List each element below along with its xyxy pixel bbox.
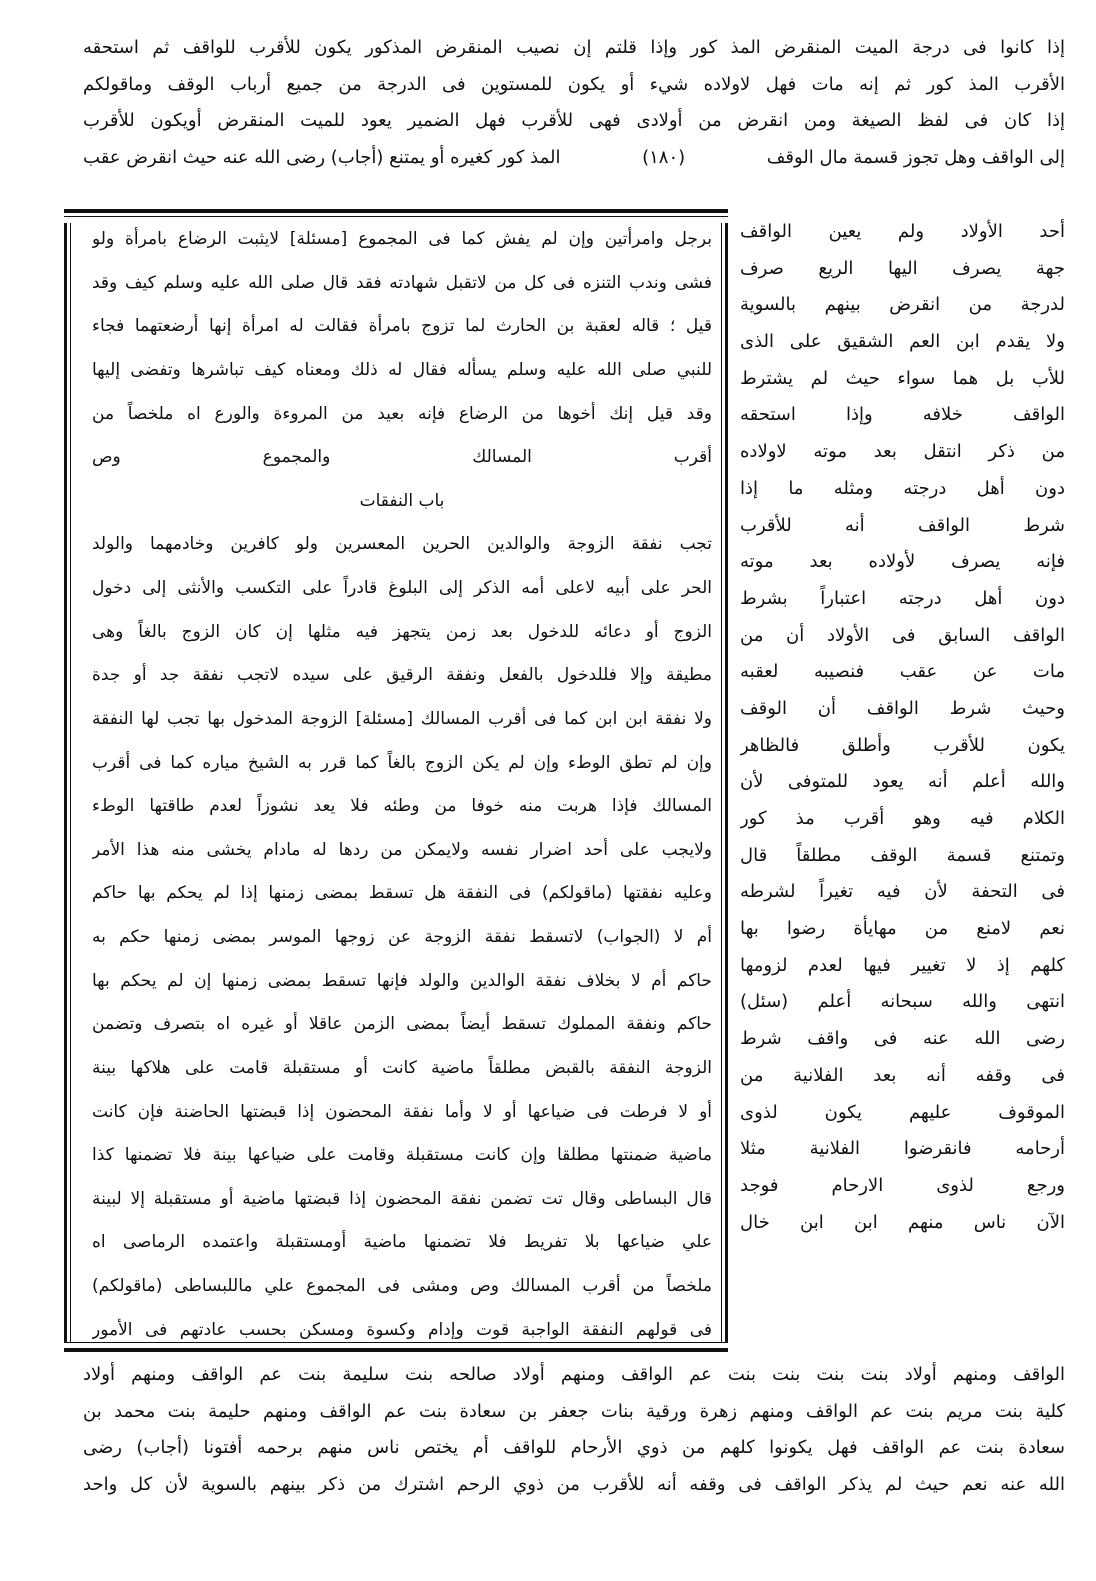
header-text-block [83, 30, 1065, 177]
text-line: مطيقة وإلا فللدخول بالفعل ونفقة الرقيق على سيده لاتجب نفقة جد أو جدة [92, 665, 712, 686]
text-line: أحد الأولاد ولم يعين الواقف [740, 221, 1065, 242]
text-line: فشى وندب التنزه فى كل من لاتقبل شهادته فقد قال صلى الله عليه وسلم كيف وقد [92, 272, 712, 293]
text-line: وإن لم تطق الوطء وإن لم يكن الزوج بالغاً كما قرر به الشيخ مياره كما فى أقرب [92, 752, 712, 773]
text-line: إذا كانوا فى درجة الميت المنقرض المذ كور وإذا قلتم إن نصيب المنقرض المذكور يكون للأقرب للواقف ثم استحقه [83, 37, 1065, 58]
text-line: الأقرب المذ كور ثم إنه مات فهل لاولاده شيء أو يكون للمستوين فى الدرجة من جميع أرباب الوقف وماقولكم [83, 73, 1065, 95]
text-line: إذا كان فى لفظ الصيغة ومن انقرض من أولادى فهى للأقرب فهل الضمير يعود للميت المنقرض أويكون للأقرب [83, 110, 1065, 132]
text-line: نعم لامنع من مهايأة رضوا بها [740, 918, 1065, 940]
text-line: سعادة بنت عم الواقف فهل يكونوا كلهم من ذوي الأرحام للواقف أم يختص ناس منهم برحمه أفتونا (أجاب) رضى [83, 1437, 1065, 1459]
text-line: شرط الواقف أنه للأقرب [740, 514, 1065, 536]
text-line: تجب نفقة الزوجة والوالدين الحرين المعسرين ولو كافرين وخادمهما والولد [92, 534, 712, 555]
text-line: وتمتنع قسمة الوقف مطلقاً قال [740, 844, 1065, 866]
text-line: الله عنه نعم حيث لم يذكر الواقف فى وقفه أنه للأقرب من ذوي الرحم اشترك من ذكر بينهم بالسوية لأن كل واحد [83, 1474, 1065, 1496]
box-top-thick-rule [64, 209, 728, 213]
text-line: للأب بل هما سواء حيث لم يشترط [740, 367, 1065, 389]
box-top-thin-rule [64, 216, 728, 217]
text-line: ورجع لذوى الارحام فوجد [740, 1174, 1065, 1196]
text-line: حاكم أم لا بخلاف نفقة الوالدين والولد فإنها تسقط بمضى زمنها إن لم يحكم بها [92, 970, 712, 991]
text-line: المسالك فإذا هربت منه خوفا من وطئه فلا يعد نشوزاً لعدم طاقتها الوطء [92, 796, 712, 817]
text-line: فإنه يصرف لأولاده بعد موته [740, 551, 1065, 573]
text-line: فى قولهم النفقة الواجبة قوت وإدام وكسوة ومسكن بحسب عادتهم فى الأمور [92, 1319, 712, 1340]
text-line: الزوجة النفقة بالقبض مطلقاً ماضية كانت أو مستقبلة قامت على هلاكها بينة [92, 1057, 712, 1078]
text-line: ماضية ضمنتها مطلقا وإن كانت مستقبلة وقامت على ضياعها بينة فلا تضمنها كذا [92, 1145, 712, 1166]
text-line: قيل ؛ قاله لعقبة بن الحارث لما تزوج بامرأة فقالت له امرأة إنها أرضعتهما فجاء [92, 316, 712, 337]
text-line: الواقف ومنهم أولاد بنت بنت بنت بنت عم الواقف ومنهم أولاد صالحه بنت سليمة بنت عم الواقف ومنهم أولاد [83, 1364, 1065, 1385]
text-line: انتهى والله سبحانه أعلم (سئل) [740, 991, 1065, 1013]
commentary-box-text [92, 218, 712, 1352]
text-line: أقرب المسالك والمجموع وص [92, 447, 712, 468]
text-line: ولا نفقة ابن ابن كما فى أقرب المسالك [مسئلة] الزوجة المدخول بها تجب لها النفقة [92, 708, 712, 729]
text-line: والله أعلم أنه يعود للمتوفى لأن [740, 771, 1065, 793]
side-column-text [740, 214, 1065, 1241]
text-line-segment: إلى الواقف وهل تجوز قسمة مال الوقف [766, 147, 1065, 169]
text-line: فى التحفة لأن فيه تغيراً لشرطه [740, 881, 1065, 903]
text-line: رضى الله عنه فى واقف شرط [740, 1028, 1065, 1050]
text-line: أو لا فرطت فى ضياعها أو لا وأما نفقة المحضون إذا قبضتها الحاضنة فإن كانت [92, 1101, 712, 1122]
box-right-outer-rule [725, 223, 728, 1342]
text-line: قال البساطى وقال تت تضمن نفقة المحضون إذا قبضتها ماضية أو مستقبلة إلا لبينة [92, 1188, 712, 1209]
text-line: لدرجة من انقرض بينهم بالسوية [740, 294, 1065, 316]
text-line: للنبي صلى الله عليه وسلم يسأله فقال له ذلك ومعناه كيف تباشرها وتفضى إليها [92, 359, 712, 380]
text-line: كلية بنت مريم بنت عم الواقف ومنهم زهرة ورقية بنات جعفر بن سعادة بنت عم الواقف ومنهم حليمة بنت محمد بن [83, 1400, 1065, 1422]
section-heading: باب النفقات [359, 490, 445, 511]
text-line: الموقوف عليهم يكون لذوى [740, 1101, 1065, 1123]
text-line: فى وقفه أنه بعد الفلانية من [740, 1064, 1065, 1086]
text-line: الواقف السابق فى الأولاد أن من [740, 624, 1065, 646]
box-left-outer-rule [64, 223, 67, 1342]
text-line: كلهم إذ لا تغيير فيها لعدم لزومها [740, 954, 1065, 976]
text-line: جهة يصرف اليها الريع صرف [740, 257, 1065, 279]
text-line: حاكم ونفقة المملوك تسقط أيضاً بمضى الزمن عاقلا أو غيره اه بتصرف وتضمن [92, 1014, 712, 1035]
text-line: علي ضياعها بلا تفريط فلا تضمنها ماضية أومستقبلة واعتمده الرماصى اه [92, 1232, 712, 1253]
text-line: الكلام فيه وهو أقرب مذ كور [740, 808, 1065, 829]
text-line: الحر على أبيه لاعلى أمه الذكر إلى البلوغ قادراً على التكسب والأنثى إلى دخول [92, 578, 712, 598]
text-line: ملخصاً من أقرب المسالك وص ومشى فى المجموع علي ماللبساطى (ماقولكم) [92, 1276, 712, 1296]
text-line: دون أهل درجته اعتباراً بشرط [740, 587, 1065, 609]
text-line: وعليه نفقتها (ماقولكم) فى النفقة هل تسقط بمضى زمنها إذا لم يحكم بها حاكم [92, 883, 712, 904]
text-line-segment: المذ كور كغيره أو يمتنع (أجاب) رضى الله عنه حيث انقرض عقب [83, 147, 561, 169]
footer-text-block [83, 1357, 1065, 1504]
text-line: يكون للأقرب وأطلق فالظاهر [740, 734, 1065, 756]
text-line: برجل وامرأتين وإن لم يفش كما فى المجموع [مسئلة] لايثبت الرضاع بامرأة ولو [92, 229, 712, 249]
box-left-inner-rule [70, 223, 71, 1342]
text-line: من ذكر انتقل بعد موته لاولاده [740, 441, 1065, 463]
text-line: وقد قيل إنك أخوها من الرضاع فإنه بعيد من المروءة والورع اه ملخصاً من [92, 403, 712, 424]
box-right-inner-rule [721, 223, 722, 1342]
text-line: الآن ناس منهم ابن ابن خال [740, 1211, 1065, 1233]
text-line: وحيث شرط الواقف أن الوقف [740, 697, 1065, 719]
text-line: دون أهل درجته ومثله ما إذا [740, 477, 1065, 499]
text-line: ولا يقدم ابن العم الشقيق على الذى [740, 331, 1065, 353]
page-number: (١٨٠) [642, 147, 686, 169]
text-line: أم لا (الجواب) لاتسقط نفقة الزوجة عن زوجها الموسر بمضى زمنها حكم به [92, 927, 712, 947]
text-line: الزوج أو دعائه للدخول بعد زمن يتجهز فيه مثلها إن كان الزوج بالغاً وهى [92, 621, 712, 642]
text-line: الواقف خلافه وإذا استحقه [740, 404, 1065, 426]
text-line: ولايجب على أحد اضرار نفسه ولايمكن من ردها له مادام يخشى منه هذا الأمر [92, 839, 712, 860]
text-line [83, 140, 1065, 177]
text-line: أرحامه فانقرضوا الفلانية مثلا [740, 1138, 1065, 1160]
text-line: مات عن عقب فنصيبه لعقبه [740, 661, 1065, 683]
